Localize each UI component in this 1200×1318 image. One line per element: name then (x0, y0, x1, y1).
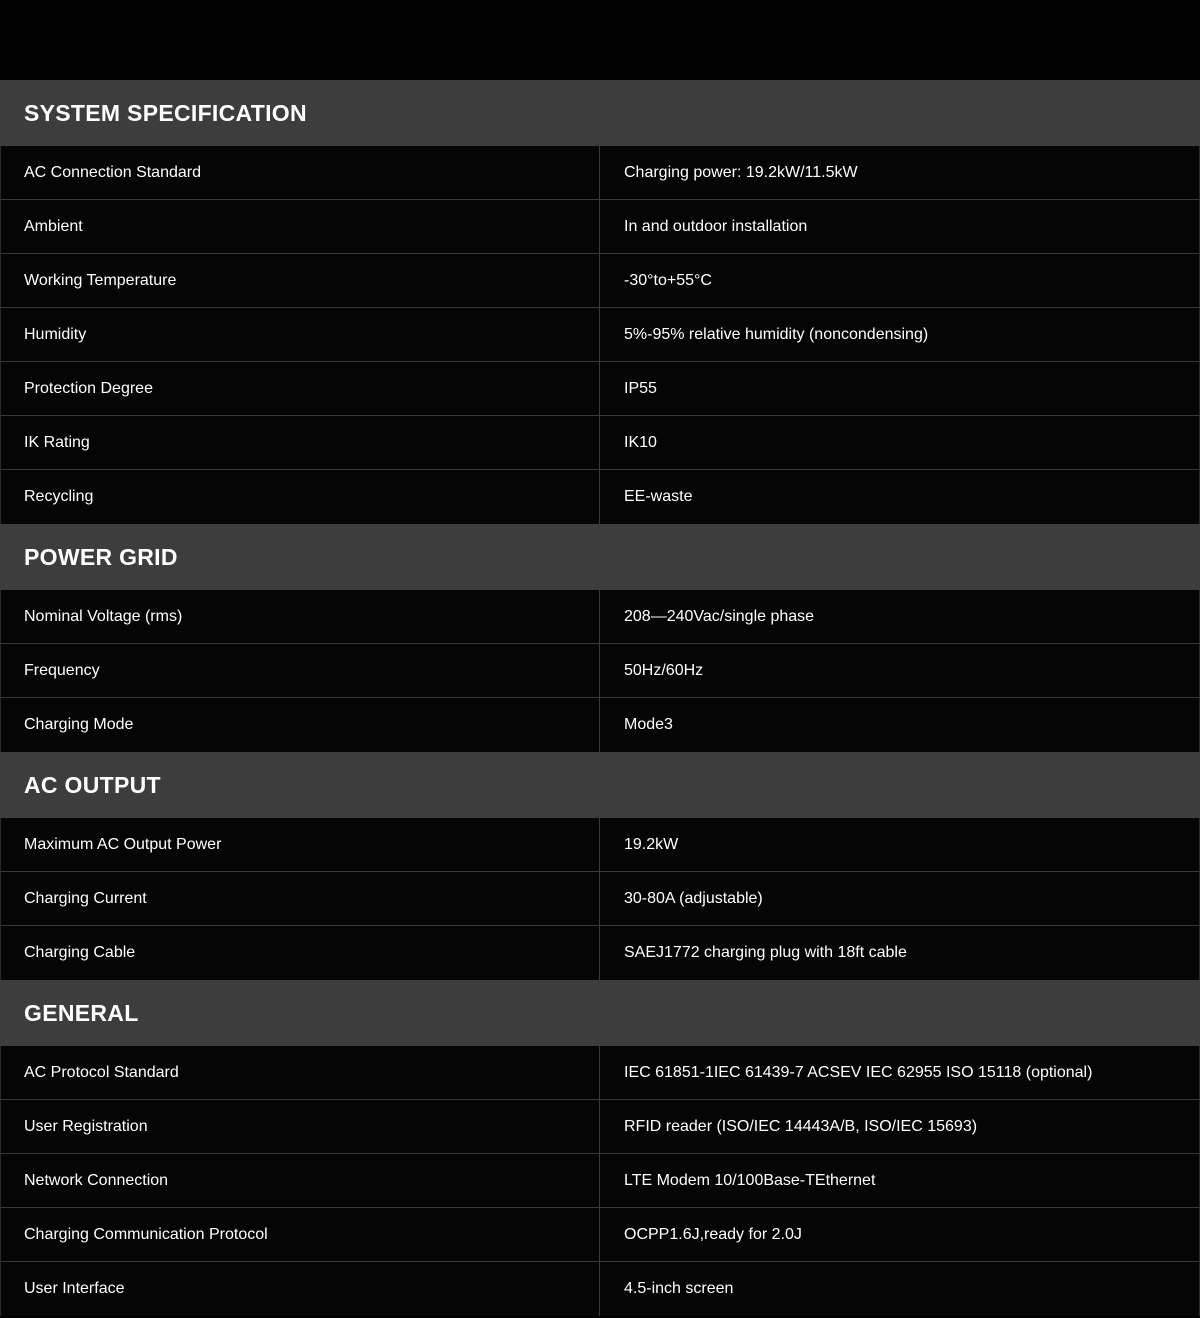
table-row (0, 146, 1200, 200)
table-row (0, 416, 1200, 470)
row-label: User Interface (1, 1262, 600, 1316)
table-row (0, 1100, 1200, 1154)
row-value: 4.5-inch screen (624, 1280, 734, 1297)
row-value: LTE Modem 10/100Base-TEthernet (624, 1171, 876, 1189)
table-row (0, 362, 1200, 416)
table-row (0, 644, 1200, 698)
row-label: Charging Current (1, 872, 600, 925)
row-label: Protection Degree (1, 362, 600, 415)
row-value: OCPP1.6J,ready for 2.0J (624, 1225, 802, 1243)
row-value: SAEJ1772 charging plug with 18ft cable (624, 944, 907, 961)
table-row (0, 1262, 1200, 1316)
row-value: -30°to+55°C (624, 271, 712, 289)
row-value: IP55 (624, 379, 657, 397)
row-label: AC Connection Standard (1, 146, 600, 199)
table-row (0, 872, 1200, 926)
row-value: 5%-95% relative humidity (noncondensing) (624, 325, 929, 343)
row-value: 30-80A (adjustable) (624, 889, 763, 907)
table-row (0, 698, 1200, 752)
row-label: Recycling (1, 470, 600, 524)
row-value: IEC 61851-1IEC 61439-7 ACSEV IEC 62955 ISO 15118 (optional) (624, 1063, 1093, 1081)
table-row (0, 308, 1200, 362)
row-label: Nominal Voltage (rms) (1, 590, 600, 643)
table-row (0, 1046, 1200, 1100)
section-header-ac-output: AC OUTPUT (0, 752, 1200, 818)
row-label: Working Temperature (1, 254, 600, 307)
table-row (0, 200, 1200, 254)
row-label: AC Protocol Standard (1, 1046, 600, 1099)
row-label: Charging Mode (1, 698, 600, 752)
row-value: 208—240Vac/single phase (624, 607, 815, 625)
row-value: Charging power: 19.2kW/11.5kW (624, 163, 858, 181)
row-value: EE-waste (624, 488, 693, 505)
top-band (0, 0, 1200, 80)
row-value: 50Hz/60Hz (624, 661, 704, 679)
table-row (0, 254, 1200, 308)
row-value: RFID reader (ISO/IEC 14443A/B, ISO/IEC 15693) (624, 1117, 978, 1135)
row-value: In and outdoor installation (624, 217, 808, 235)
row-label: Charging Communication Protocol (1, 1208, 600, 1261)
section-header-general: GENERAL (0, 980, 1200, 1046)
row-label: IK Rating (1, 416, 600, 469)
row-value: 19.2kW (624, 835, 679, 853)
row-value: IK10 (624, 433, 657, 451)
table-row (0, 1208, 1200, 1262)
section-header-system-specification: SYSTEM SPECIFICATION (0, 80, 1200, 146)
row-label: Frequency (1, 644, 600, 697)
table-row (0, 1154, 1200, 1208)
table-row (0, 590, 1200, 644)
row-label: Humidity (1, 308, 600, 361)
spec-table (0, 80, 1200, 1316)
row-label: Charging Cable (1, 926, 600, 980)
row-label: Network Connection (1, 1154, 600, 1207)
table-row (0, 818, 1200, 872)
table-row (0, 470, 1200, 524)
section-header-power-grid: POWER GRID (0, 524, 1200, 590)
row-value: Mode3 (624, 716, 673, 733)
row-label: Maximum AC Output Power (1, 818, 600, 871)
row-label: Ambient (1, 200, 600, 253)
table-row (0, 926, 1200, 980)
row-label: User Registration (1, 1100, 600, 1153)
